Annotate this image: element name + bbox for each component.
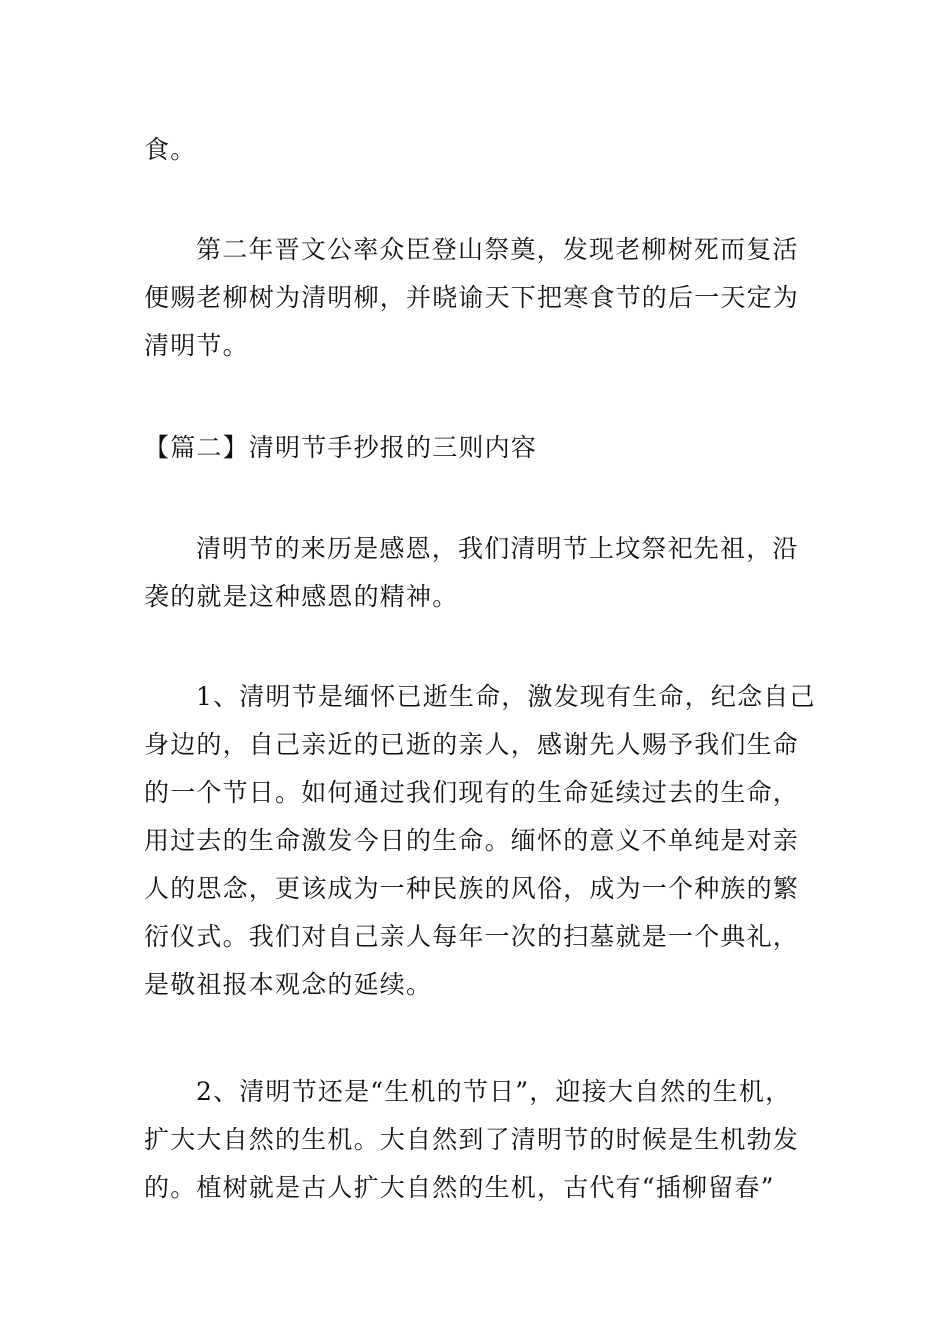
paragraph-point-1 [144,673,814,1009]
text-line: 人的思念，更该成为一种民族的风俗，成为一个种族的繁 [144,874,800,903]
text-line: 食。 [144,135,197,164]
text-line: 用过去的生命激发今日的生命。缅怀的意义不单纯是对亲 [144,826,800,855]
text-line: 袭的就是这种感恩的精神。 [144,582,459,611]
text-line: 第二年晋文公率众臣登山祭奠，发现老柳树死而复活 [196,235,799,264]
paragraph-continuation [144,126,814,174]
text-line: 清明节。 [144,331,249,360]
text-line: 的。植树就是古人扩大自然的生机，古代有“插柳留春” [144,1173,775,1202]
text-line: 衍仪式。我们对自己亲人每年一次的扫墓就是一个典礼， [144,922,800,951]
section-heading [144,424,814,472]
text-line: 便赐老柳树为清明柳，并晓谕天下把寒食节的后一天定为 [144,283,800,312]
text-line: 扩大大自然的生机。大自然到了清明节的时候是生机勃发 [144,1125,800,1154]
text-line: 1、清明节是缅怀已逝生命，激发现有生命，纪念自己 [196,682,816,711]
text-line: 2、清明节还是“生机的节日”，迎接大自然的生机， [196,1077,792,1106]
heading-text: 【篇二】清明节手抄报的三则内容 [144,433,538,462]
paragraph-gratitude [144,525,814,621]
text-line: 是敬祖报本观念的延续。 [144,970,433,999]
text-line: 身边的，自己亲近的已逝的亲人，感谢先人赐予我们生命 [144,730,800,759]
paragraph-jin-wengong [144,226,814,370]
text-line: 清明节的来历是感恩，我们清明节上坟祭祀先祖，沿 [196,534,799,563]
paragraph-point-2 [144,1068,814,1212]
text-line: 的一个节日。如何通过我们现有的生命延续过去的生命， [144,778,800,807]
